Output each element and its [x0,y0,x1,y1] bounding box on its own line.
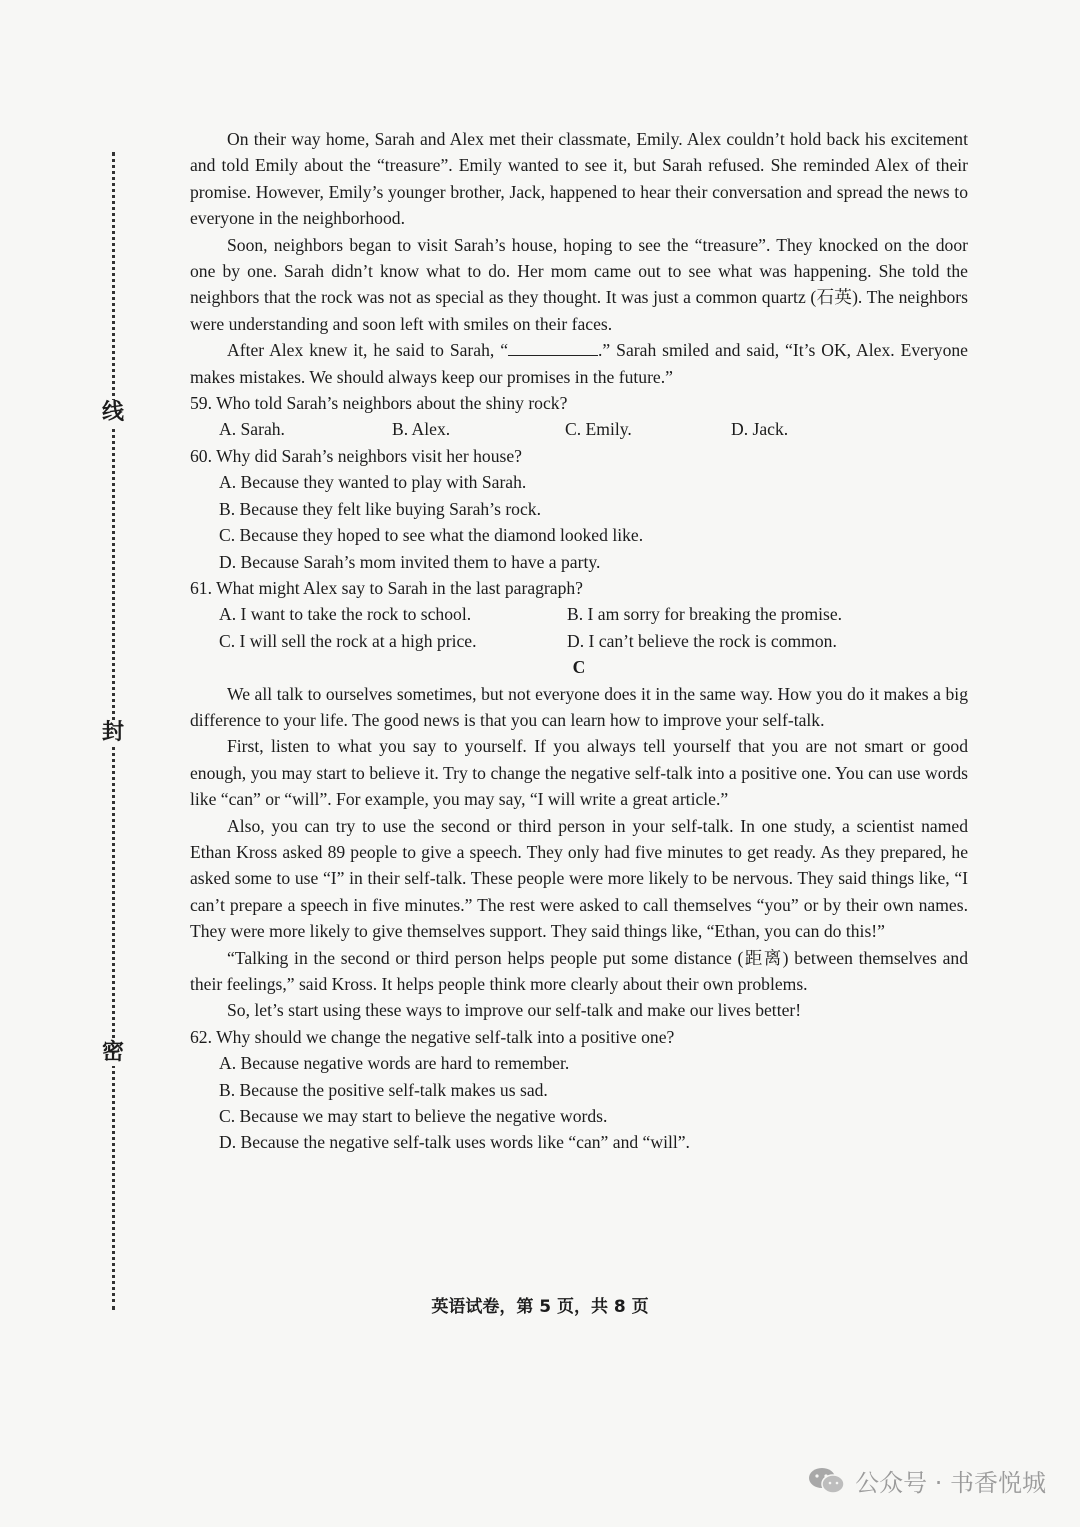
option: D. Because Sarah’s mom invited them to have a party. [219,551,601,572]
watermark [807,1463,1046,1498]
option: C. Because we may start to believe the negative words. [219,1106,608,1127]
option: C. Because they hoped to see what the diamond looked like. [219,525,644,546]
passage-paragraph: We all talk to ourselves sometimes, but not everyone does it in the same way. How you do it makes a big difference to your life. The good news is that you can learn how to improve your self-talk. [190,683,968,730]
option: D. I can’t believe the rock is common. [567,630,837,651]
option: B. I am sorry for breaking the promise. [567,604,843,625]
binding-char-xian: 线 [101,400,124,425]
question-62-stem: 62. Why should we change the negative self-talk into a positive one? [190,1026,675,1047]
question-61-options-row1 [219,601,968,627]
option: A. Because negative words are hard to remember. [219,1053,570,1074]
option: A. Because they wanted to play with Sarah. [219,472,527,493]
passage-paragraph: Soon, neighbors began to visit Sarah’s house, hoping to see the “treasure”. They knocked on the door one by one. Sarah didn’t know what to do. Her mom came out to see what was happening. She told the neighbors that the rock was not as special as they thought. It was just a common quartz (石英). The neighbors were understanding and soon left with smiles on their faces. [190,234,968,334]
section-title: C [572,657,586,678]
option: B. Because the positive self-talk makes us sad. [219,1079,548,1100]
binding-char-mi: 密 [101,1040,124,1065]
option: C. I will sell the rock at a high price. [219,630,477,651]
wechat-icon [807,1466,847,1496]
passage-paragraph: So, let’s start using these ways to improve our self-talk and make our lives better! [227,1000,802,1021]
passage-paragraph: On their way home, Sarah and Alex met their classmate, Emily. Alex couldn’t hold back his excitement and told Emily about the “treasure”. Emily wanted to see it, but Sarah refused. She reminded Alex of their promise. However, Emily’s younger brother, Jack, happened to hear their conversation and spread the news to everyone in the neighborhood. [190,129,968,229]
option: B. Because they felt like buying Sarah’s rock. [219,498,541,519]
passage-paragraph: Also, you can try to use the second or third person in your self-talk. In one study, a scientist named Ethan Kross asked 89 people to give a speech. They only had five minutes to get ready. As they prepared, he asked some to use “I” in their self-talk. These people were more likely to be nervous. They said things like, “I can’t prepare a speech in five minutes.” The rest were asked to call themselves “you” or by their own names. They were more likely to give themselves support. They said things like, “Ethan, you can do this!” [190,815,968,942]
last-paragraph-before: After Alex knew it, he said to Sarah, “ [227,340,509,361]
page-content [190,126,968,1156]
option: D. Jack. [731,419,789,440]
passage-paragraph: “Talking in the second or third person helps people put some distance (距离) between themselves and their feelings,” said Kross. It helps people think more clearly about their own problems. [190,947,968,994]
question-60-stem: 60. Why did Sarah’s neighbors visit her house? [190,445,522,466]
watermark-text: 公众号 · 书香悦城 [855,1469,1046,1497]
passage-paragraph: First, listen to what you say to yourself. If you always tell yourself that you are not smart or good enough, you may start to believe it. Try to change the negative self-talk into a positive one. You can use words like “can” or “will”. For example, you may say, “I will write a great article.” [190,736,968,810]
last-paragraph-after: .” Sarah smiled and said, “It’s OK, Alex. Everyone makes mistakes. We should always keep our promises in the future.” [190,340,968,387]
question-59-options [219,416,968,442]
answer-blank [508,337,598,356]
question-61-options-row2 [219,628,968,654]
page-footer: 英语试卷，第 5 页，共 8 页 [431,1297,649,1317]
question-59-stem: 59. Who told Sarah’s neighbors about the shiny rock? [190,393,568,414]
binding-char-feng: 封 [101,720,124,745]
option: C. Emily. [565,419,632,440]
question-61-stem: 61. What might Alex say to Sarah in the last paragraph? [190,577,583,598]
passage-last-paragraph [190,337,968,390]
option: A. Sarah. [219,419,285,440]
option: D. Because the negative self-talk uses words like “can” and “will”. [219,1132,690,1153]
option: B. Alex. [392,419,451,440]
option: A. I want to take the rock to school. [219,604,472,625]
